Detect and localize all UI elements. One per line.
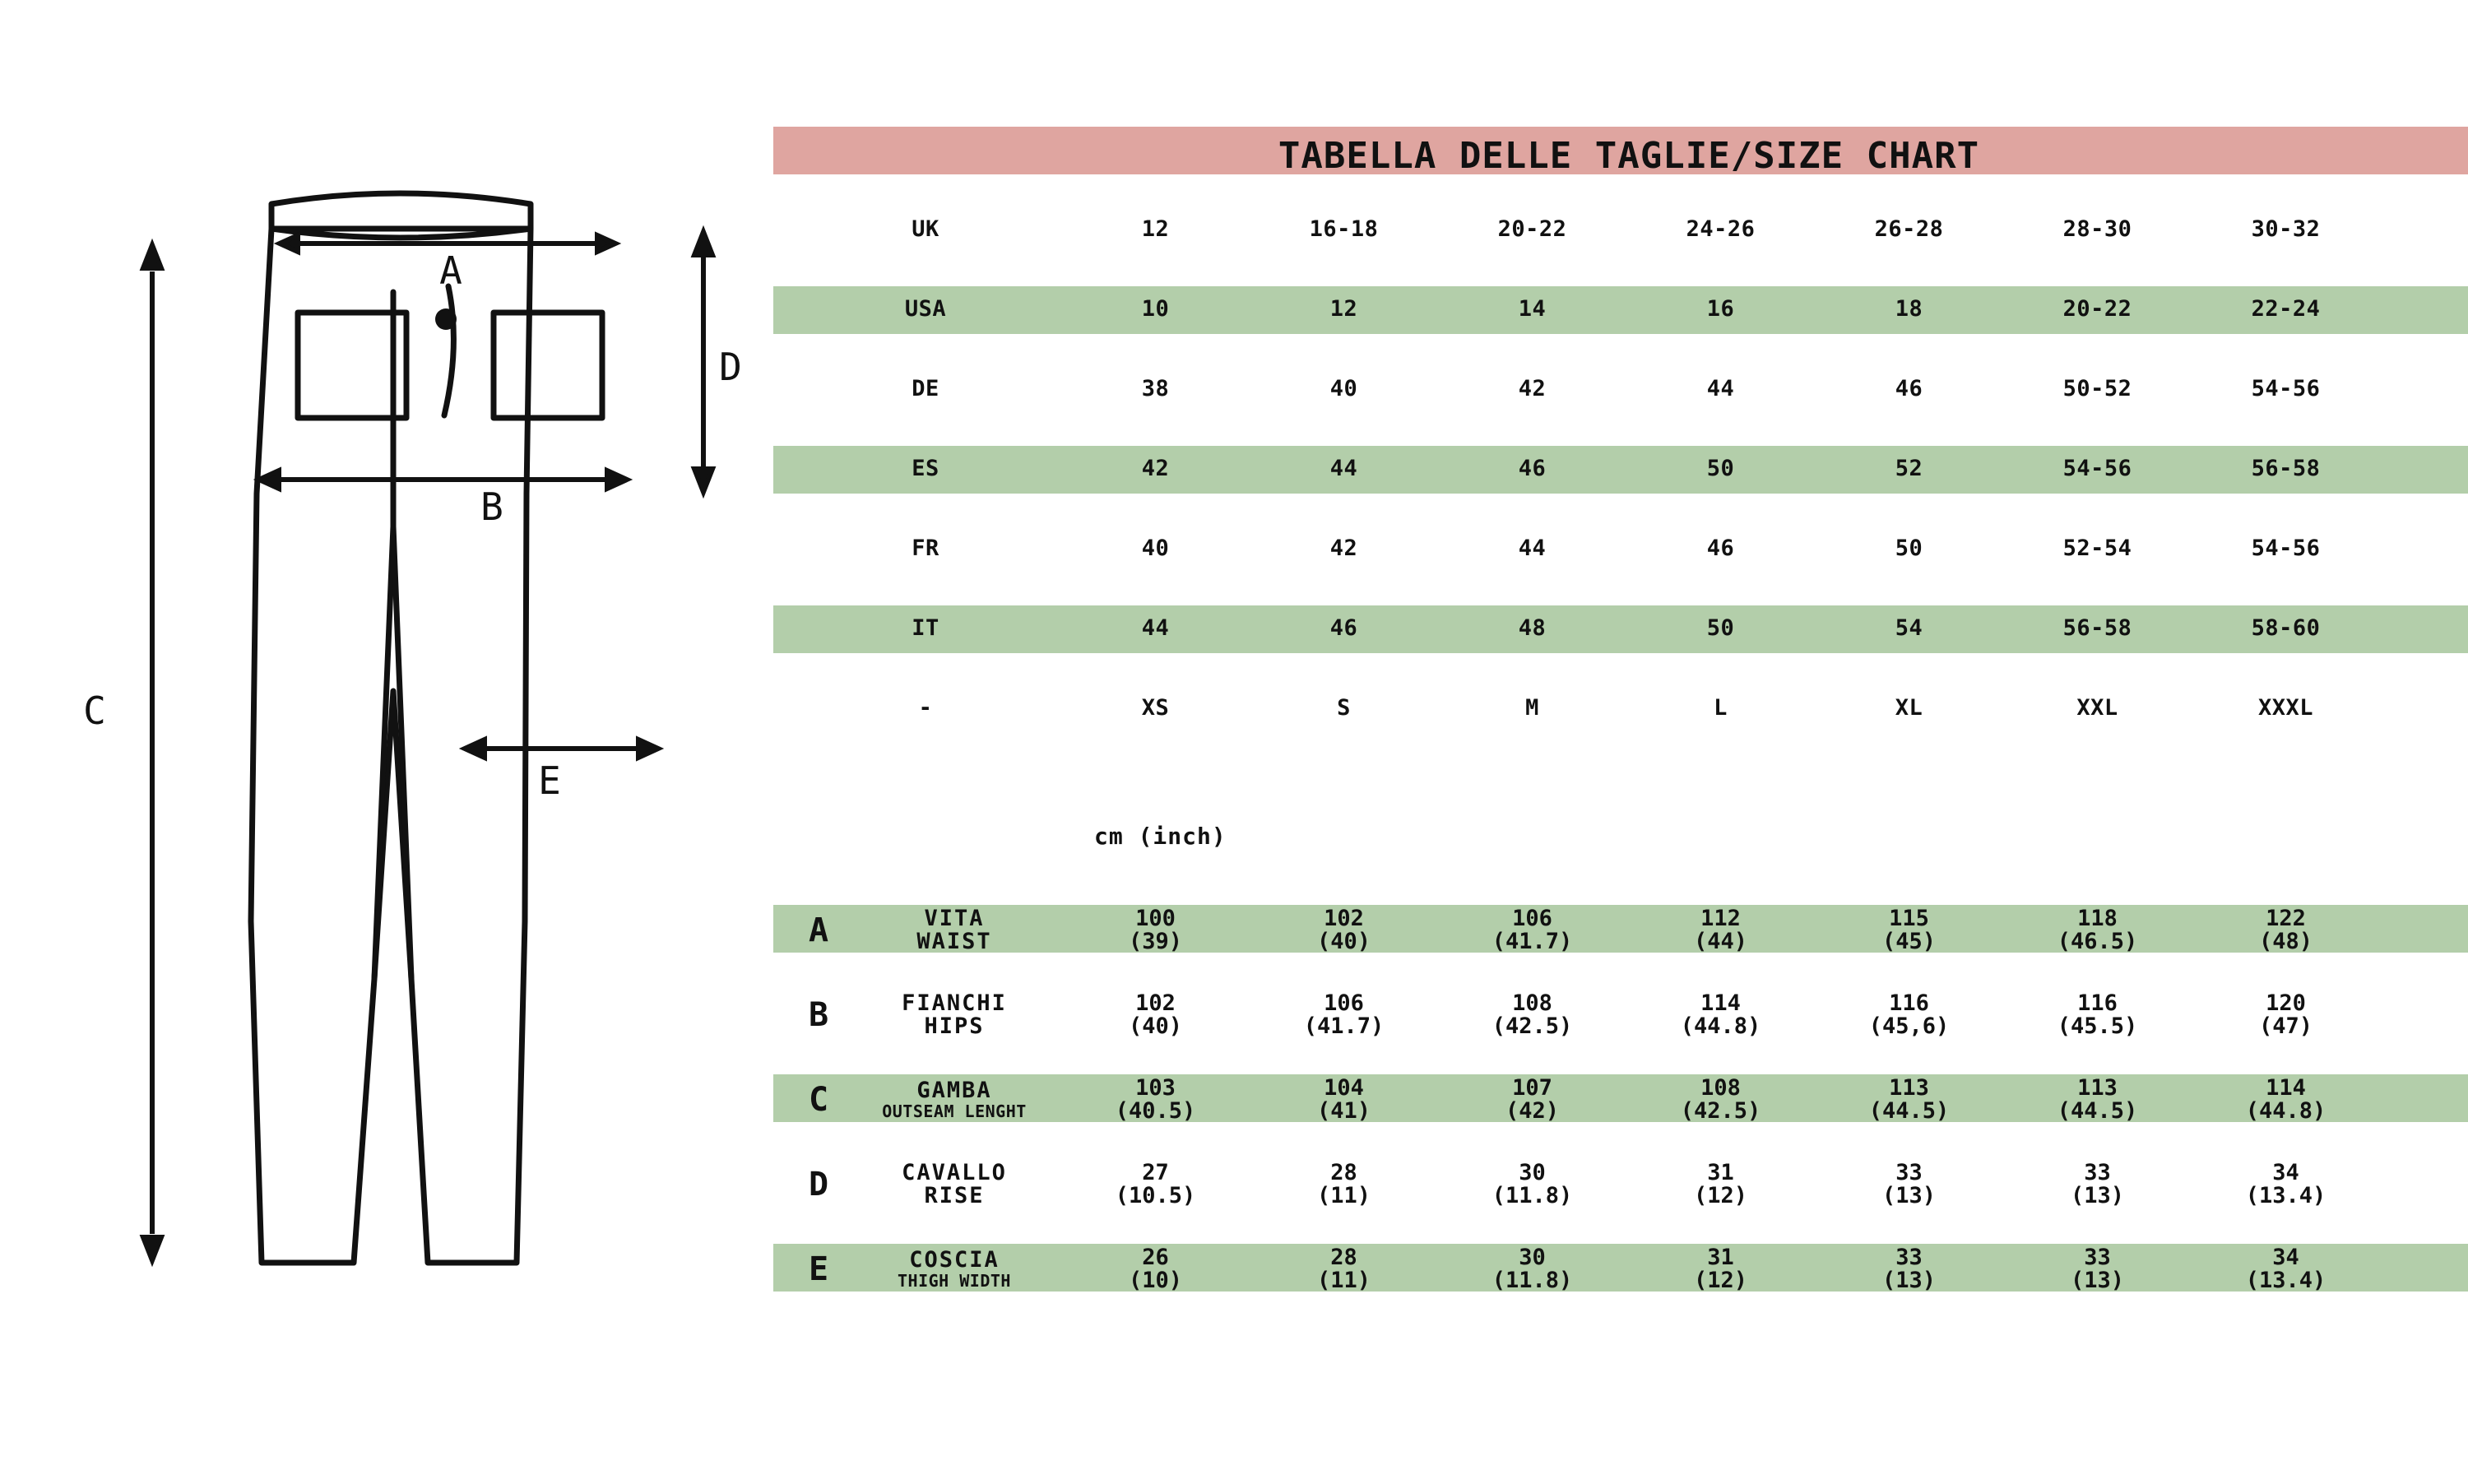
measurement-value-inch: (48) bbox=[2258, 929, 2313, 954]
measurement-value-inch: (13.4) bbox=[2245, 1183, 2327, 1208]
measurement-value-cm: 116 bbox=[1889, 990, 1929, 1016]
measurement-value-cm: 104 bbox=[1324, 1074, 1364, 1101]
measurement-value-cm: 114 bbox=[1700, 990, 1741, 1016]
size-row-value: 24-26 bbox=[1686, 216, 1756, 242]
size-row-value: 50 bbox=[1706, 455, 1735, 481]
button bbox=[435, 308, 457, 330]
measurement-value-cm: 33 bbox=[2084, 1244, 2111, 1270]
size-row-label: ES bbox=[912, 455, 939, 481]
measurement-letter: C bbox=[808, 1081, 829, 1119]
measurement-value bbox=[1626, 1159, 1815, 1208]
measurement-row bbox=[790, 1237, 2468, 1301]
size-row-value: 12 bbox=[1141, 216, 1170, 242]
size-row-value: 50 bbox=[1706, 614, 1735, 641]
measurement-value bbox=[2003, 992, 2192, 1039]
measurement-value bbox=[1438, 1159, 1626, 1208]
measurement-value bbox=[1250, 1159, 1438, 1208]
size-row-value: 14 bbox=[1518, 295, 1547, 322]
measurement-value bbox=[1061, 1246, 1250, 1293]
measurement-value bbox=[1438, 992, 1626, 1039]
waistband-shape bbox=[271, 193, 531, 229]
measurement-value bbox=[1626, 992, 1815, 1039]
measurement-value bbox=[1626, 1074, 1815, 1124]
size-row-label: FR bbox=[912, 535, 939, 561]
measurement-value bbox=[1815, 1246, 2003, 1293]
measurement-letter: E bbox=[808, 1250, 829, 1288]
measurement-value bbox=[2003, 907, 2192, 954]
measurement-label-en: THIGH WIDTH bbox=[898, 1270, 1011, 1291]
size-row-value: 44 bbox=[1706, 375, 1735, 401]
measurement-label-it: VITA bbox=[924, 905, 985, 931]
diagram-label-d: D bbox=[719, 345, 742, 389]
measurement-label-en: RISE bbox=[924, 1183, 985, 1208]
measurement-value-cm: 118 bbox=[2077, 905, 2118, 931]
measurement-value-inch: (45) bbox=[1881, 929, 1937, 954]
measurement-value-cm: 116 bbox=[2077, 990, 2118, 1016]
measurement-value-inch: (13.4) bbox=[2245, 1268, 2327, 1293]
size-row-value: L bbox=[1714, 694, 1728, 721]
size-row-value: 10 bbox=[1141, 295, 1170, 322]
measurement-value-cm: 106 bbox=[1324, 990, 1364, 1016]
measurement-value-inch: (41) bbox=[1316, 1098, 1371, 1124]
measurement-value-cm: 33 bbox=[2084, 1159, 2111, 1185]
measurement-value bbox=[2192, 907, 2380, 954]
measurement-value bbox=[1250, 907, 1438, 954]
measurement-value-inch: (10.5) bbox=[1115, 1183, 1196, 1208]
measurement-letter: D bbox=[808, 1166, 829, 1203]
measurement-value bbox=[2003, 1159, 2192, 1208]
measurement-label-it: COSCIA bbox=[909, 1247, 1000, 1273]
measurement-value-cm: 26 bbox=[1142, 1244, 1169, 1270]
measurement-value bbox=[1815, 907, 2003, 954]
measurement-label-en: OUTSEAM LENGHT bbox=[882, 1101, 1027, 1121]
page-title: TABELLA DELLE TAGLIE/SIZE CHART bbox=[1278, 135, 1980, 177]
size-chart-panel bbox=[790, 0, 2468, 1481]
measurement-label-it: CAVALLO bbox=[902, 1159, 1007, 1185]
measurement-value-cm: 113 bbox=[2077, 1074, 2118, 1101]
measurement-label bbox=[847, 992, 1061, 1039]
size-row-value: XXXL bbox=[2257, 694, 2314, 721]
size-row-value: 12 bbox=[1329, 295, 1358, 322]
size-row-value: 56-58 bbox=[2062, 614, 2132, 641]
size-row-value: 50 bbox=[1895, 535, 1923, 561]
measurement-label-it: GAMBA bbox=[916, 1078, 992, 1104]
measurement-value-cm: 31 bbox=[1707, 1159, 1734, 1185]
measurement-value-inch: (46.5) bbox=[2057, 929, 2138, 954]
size-row-value: 44 bbox=[1141, 614, 1170, 641]
measurement-value-inch: (42.5) bbox=[1680, 1098, 1761, 1124]
measurement-label bbox=[847, 1079, 1061, 1120]
size-row-value: 28-30 bbox=[2062, 216, 2132, 242]
size-row-label: USA bbox=[904, 295, 947, 322]
size-row-value: 16 bbox=[1706, 295, 1735, 322]
measurement-value-inch: (11) bbox=[1316, 1268, 1371, 1293]
measurement-label bbox=[847, 907, 1061, 954]
diagram-label-e: E bbox=[538, 758, 561, 803]
size-row-value: 40 bbox=[1141, 535, 1170, 561]
measurement-value-cm: 112 bbox=[1700, 905, 1741, 931]
measurement-value-cm: 102 bbox=[1324, 905, 1364, 931]
measurement-value-cm: 114 bbox=[2266, 1074, 2306, 1101]
measurement-value-inch: (40) bbox=[1128, 1013, 1183, 1039]
measurement-label bbox=[847, 1249, 1061, 1289]
size-row bbox=[790, 204, 2468, 253]
measurement-value-inch: (41.7) bbox=[1491, 929, 1573, 954]
size-row-value: 18 bbox=[1895, 295, 1923, 322]
size-row-value: 54 bbox=[1895, 614, 1923, 641]
size-row-label: UK bbox=[912, 216, 939, 242]
measurement-value-cm: 34 bbox=[2272, 1159, 2299, 1185]
diagram-label-b: B bbox=[480, 485, 503, 529]
measurement-value-inch: (44.8) bbox=[2245, 1098, 2327, 1124]
size-row-value: 30-32 bbox=[2251, 216, 2321, 242]
measurement-value-cm: 122 bbox=[2266, 905, 2306, 931]
measurement-value bbox=[1438, 1074, 1626, 1124]
size-row-value: 46 bbox=[1329, 614, 1358, 641]
size-row-value: 54-56 bbox=[2251, 375, 2321, 401]
measurement-value-cm: 30 bbox=[1519, 1159, 1546, 1185]
measurement-value-inch: (47) bbox=[2258, 1013, 2313, 1039]
size-row-value: M bbox=[1525, 694, 1539, 721]
size-row bbox=[790, 523, 2468, 573]
measurement-value-inch: (45,6) bbox=[1868, 1013, 1950, 1039]
measurement-value bbox=[2192, 1159, 2380, 1208]
size-row-value: 40 bbox=[1329, 375, 1358, 401]
measurement-value bbox=[1438, 1246, 1626, 1293]
size-row-label: DE bbox=[912, 375, 939, 401]
size-row-value: 38 bbox=[1141, 375, 1170, 401]
size-row bbox=[790, 683, 2468, 732]
right-pocket bbox=[494, 313, 602, 418]
size-row-value: 46 bbox=[1518, 455, 1547, 481]
measurement-value-inch: (41.7) bbox=[1303, 1013, 1385, 1039]
size-row-value: 54-56 bbox=[2062, 455, 2132, 481]
size-row-label: - bbox=[918, 694, 933, 721]
size-row-value: 26-28 bbox=[1874, 216, 1944, 242]
measurement-letter: A bbox=[808, 911, 829, 949]
measurement-value bbox=[1061, 992, 1250, 1039]
measurement-value bbox=[1061, 1159, 1250, 1208]
measurement-value bbox=[1438, 907, 1626, 954]
diagram-label-c: C bbox=[83, 689, 106, 733]
measurement-value bbox=[2192, 1074, 2380, 1124]
measurement-value-cm: 113 bbox=[1889, 1074, 1929, 1101]
measurement-value bbox=[1250, 992, 1438, 1039]
measurement-value-cm: 28 bbox=[1330, 1244, 1357, 1270]
measurement-value-inch: (40.5) bbox=[1115, 1098, 1196, 1124]
size-row-value: 52 bbox=[1895, 455, 1923, 481]
measurement-value-cm: 115 bbox=[1889, 905, 1929, 931]
measurement-value-inch: (11.8) bbox=[1491, 1183, 1573, 1208]
size-row-value: XL bbox=[1895, 694, 1923, 721]
size-row-value: 42 bbox=[1141, 455, 1170, 481]
measurement-row bbox=[790, 898, 2468, 962]
measurement-value bbox=[2003, 1074, 2192, 1124]
size-row-value: 20-22 bbox=[2062, 295, 2132, 322]
measurement-value-inch: (12) bbox=[1693, 1183, 1748, 1208]
measurement-label-en: WAIST bbox=[916, 929, 992, 954]
measurement-value-inch: (42) bbox=[1505, 1098, 1560, 1124]
unit-note: cm (inch) bbox=[1094, 823, 1227, 850]
size-row-value: 46 bbox=[1895, 375, 1923, 401]
measurement-value-cm: 120 bbox=[2266, 990, 2306, 1016]
measurement-label-it: FIANCHI bbox=[902, 990, 1007, 1016]
measurement-value bbox=[2192, 1246, 2380, 1293]
measurement-label-en: HIPS bbox=[924, 1013, 985, 1039]
measurement-value bbox=[1626, 907, 1815, 954]
measurement-value-cm: 108 bbox=[1700, 1074, 1741, 1101]
measurement-value-cm: 30 bbox=[1519, 1244, 1546, 1270]
measurement-value-inch: (44.5) bbox=[2057, 1098, 2138, 1124]
measurement-value-cm: 28 bbox=[1330, 1159, 1357, 1185]
measurement-value bbox=[1250, 1246, 1438, 1293]
size-row-value: XXL bbox=[2076, 694, 2118, 721]
size-row-value: 42 bbox=[1329, 535, 1358, 561]
left-pocket bbox=[298, 313, 406, 418]
size-row-value: 16-18 bbox=[1309, 216, 1379, 242]
size-row-value: 22-24 bbox=[2251, 295, 2321, 322]
measurement-value bbox=[2003, 1246, 2192, 1293]
size-row bbox=[790, 284, 2468, 333]
measurement-value bbox=[1815, 1159, 2003, 1208]
measurement-value-inch: (40) bbox=[1316, 929, 1371, 954]
measurement-value-inch: (12) bbox=[1693, 1268, 1748, 1293]
measurement-value-cm: 103 bbox=[1135, 1074, 1176, 1101]
measurement-row bbox=[790, 1152, 2468, 1217]
size-row bbox=[790, 443, 2468, 493]
size-row-value: XS bbox=[1141, 694, 1170, 721]
measurement-value-inch: (13) bbox=[2070, 1268, 2125, 1293]
measurement-value bbox=[1626, 1246, 1815, 1293]
measurement-value-inch: (45.5) bbox=[2057, 1013, 2138, 1039]
size-row-label: IT bbox=[912, 614, 939, 641]
measurement-value-cm: 100 bbox=[1135, 905, 1176, 931]
size-row-value: 58-60 bbox=[2251, 614, 2321, 641]
size-row-value: 52-54 bbox=[2062, 535, 2132, 561]
measurement-row bbox=[790, 1068, 2468, 1132]
size-row-value: 20-22 bbox=[1497, 216, 1567, 242]
size-row-value: 48 bbox=[1518, 614, 1547, 641]
size-row bbox=[790, 603, 2468, 652]
size-row-value: 54-56 bbox=[2251, 535, 2321, 561]
size-row-value: 46 bbox=[1706, 535, 1735, 561]
measurement-value-inch: (44.5) bbox=[1868, 1098, 1950, 1124]
measurement-label bbox=[847, 1159, 1061, 1208]
measurement-value-cm: 107 bbox=[1512, 1074, 1552, 1101]
measurement-letter: B bbox=[808, 996, 829, 1034]
measurement-value bbox=[2192, 992, 2380, 1039]
measurement-value-cm: 27 bbox=[1142, 1159, 1169, 1185]
measurement-value-cm: 34 bbox=[2272, 1244, 2299, 1270]
measurement-value bbox=[1250, 1074, 1438, 1124]
measurement-value-cm: 106 bbox=[1512, 905, 1552, 931]
measurement-value bbox=[1061, 907, 1250, 954]
measurement-value-cm: 108 bbox=[1512, 990, 1552, 1016]
measurement-value-inch: (39) bbox=[1128, 929, 1183, 954]
measurement-value-inch: (44.8) bbox=[1680, 1013, 1761, 1039]
measurement-value bbox=[1815, 992, 2003, 1039]
trouser-diagram-svg bbox=[0, 0, 790, 1481]
size-row-value: 42 bbox=[1518, 375, 1547, 401]
size-row-value: 44 bbox=[1329, 455, 1358, 481]
measurement-value-inch: (11.8) bbox=[1491, 1268, 1573, 1293]
measurement-value-inch: (13) bbox=[2070, 1183, 2125, 1208]
measurement-row bbox=[790, 983, 2468, 1047]
measurement-value-inch: (13) bbox=[1881, 1268, 1937, 1293]
size-row-value: S bbox=[1337, 694, 1351, 721]
measurement-value-inch: (11) bbox=[1316, 1183, 1371, 1208]
measurement-value-inch: (13) bbox=[1881, 1183, 1937, 1208]
trouser-diagram-panel bbox=[0, 0, 790, 1481]
measurement-value-cm: 33 bbox=[1895, 1244, 1923, 1270]
size-row-value: 56-58 bbox=[2251, 455, 2321, 481]
diagram-label-a: A bbox=[439, 248, 462, 293]
measurement-value-cm: 31 bbox=[1707, 1244, 1734, 1270]
measurement-value bbox=[1815, 1074, 2003, 1124]
measurement-value-cm: 33 bbox=[1895, 1159, 1923, 1185]
measurement-value-cm: 102 bbox=[1135, 990, 1176, 1016]
size-row bbox=[790, 364, 2468, 413]
measurement-value-inch: (44) bbox=[1693, 929, 1748, 954]
measurement-value-inch: (10) bbox=[1128, 1268, 1183, 1293]
measurement-value bbox=[1061, 1074, 1250, 1124]
size-row-value: 44 bbox=[1518, 535, 1547, 561]
size-row-value: 50-52 bbox=[2062, 375, 2132, 401]
measurement-value-inch: (42.5) bbox=[1491, 1013, 1573, 1039]
